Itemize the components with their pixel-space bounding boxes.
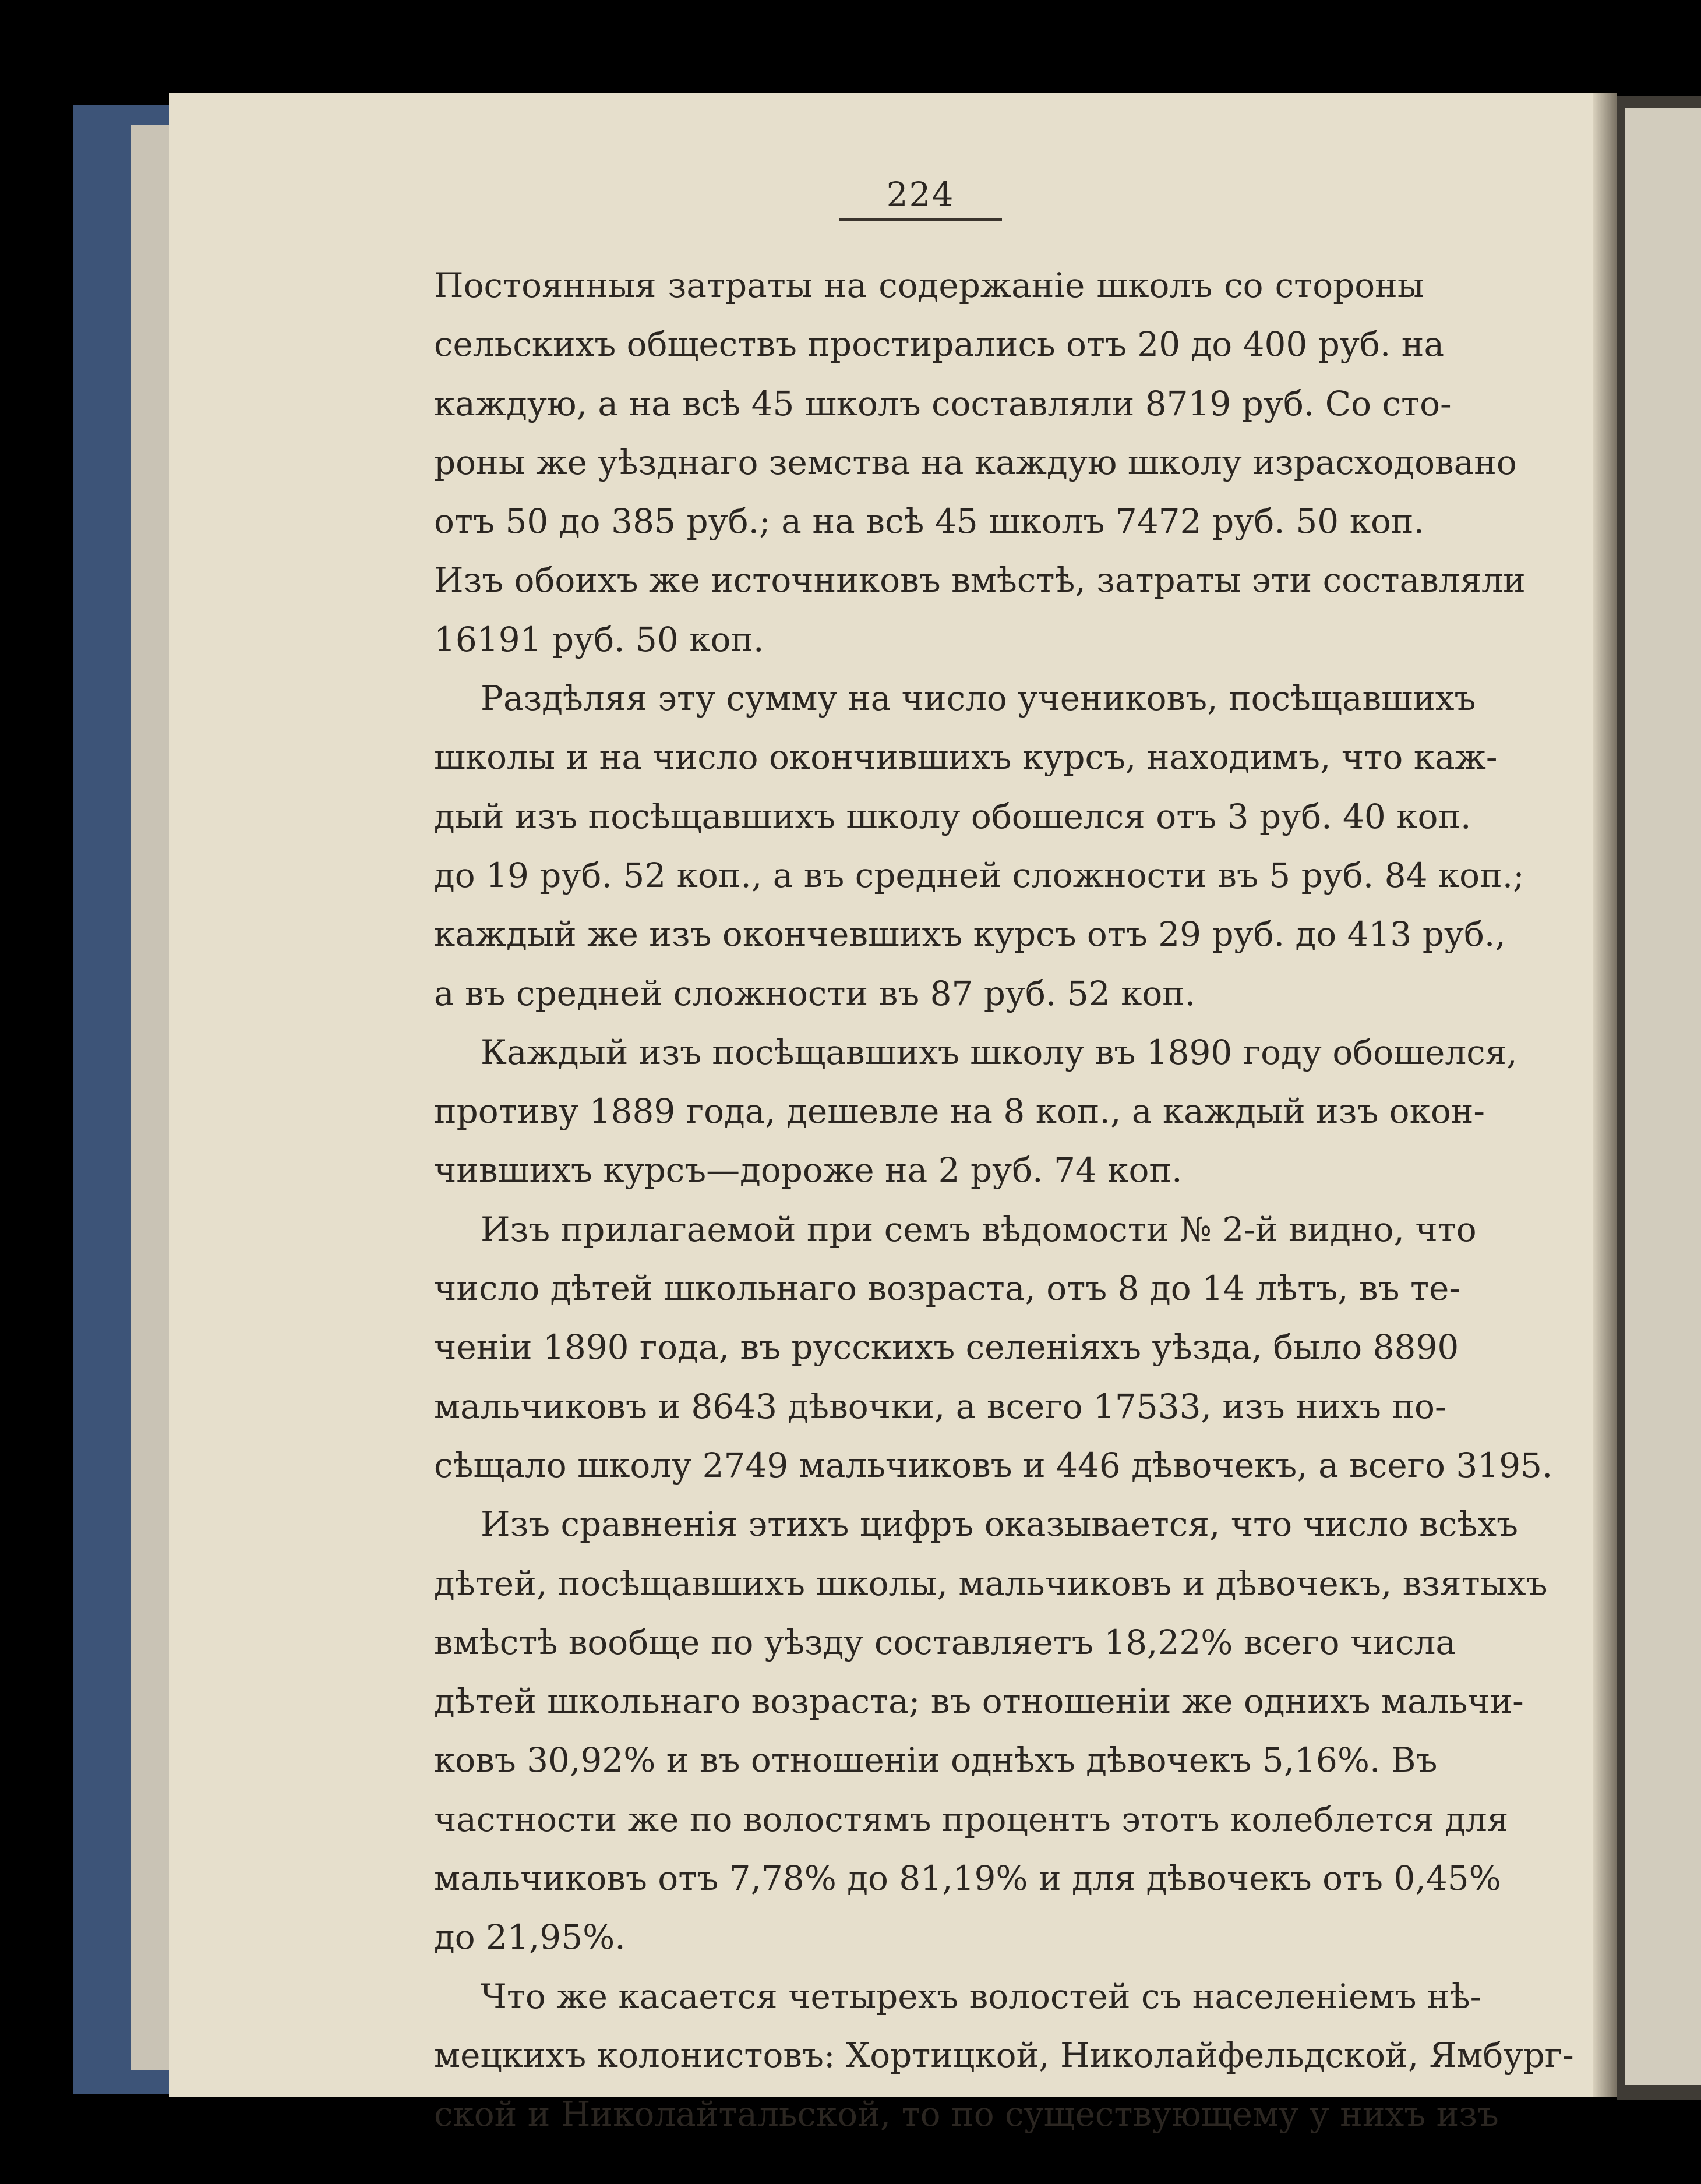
text-line: мецкихъ колонистовъ: Хортицкой, Николайфельдской, Ямбург- — [434, 2035, 1574, 2075]
text-line: сельскихъ обществъ простирались отъ 20 до 400 руб. на — [434, 324, 1445, 365]
page-gutter — [1593, 93, 1617, 2097]
text-line: роны же уѣзднаго земства на каждую школу израсходовано — [434, 442, 1517, 482]
text-line: до 21,95%. — [434, 1917, 626, 1957]
body-text — [434, 256, 1574, 2144]
text-line: каждый же изъ окончевшихъ курсъ отъ 29 руб. до 413 руб., — [434, 914, 1506, 955]
text-line: вмѣстѣ вообще по уѣзду составляетъ 18,22% всего числа — [434, 1622, 1456, 1662]
text-line: ченіи 1890 года, въ русскихъ селеніяхъ уѣзда, было 8890 — [434, 1327, 1459, 1367]
text-line: мальчиковъ отъ 7,78% до 81,19% и для дѣвочекъ отъ 0,45% — [434, 1858, 1501, 1899]
page-number-rule — [839, 218, 1002, 221]
text-line: Постоянныя затраты на содержаніе школъ со стороны — [434, 266, 1424, 305]
text-line: дый изъ посѣщавшихъ школу обошелся отъ 3 руб. 40 коп. — [434, 796, 1471, 836]
text-line: а въ средней сложности въ 87 руб. 52 коп. — [434, 973, 1196, 1013]
text-line: 16191 руб. 50 коп. — [434, 619, 764, 659]
text-line: ковъ 30,92% и въ отношеніи однѣхъ дѣвочекъ 5,16%. Въ — [434, 1740, 1438, 1780]
page-number: 224 — [886, 175, 955, 214]
text-line: мальчиковъ и 8643 дѣвочки, а всего 17533, изъ нихъ по- — [434, 1386, 1446, 1426]
text-line: Раздѣляя эту сумму на число учениковъ, посѣщавшихъ — [481, 678, 1476, 719]
text-line: дѣтей школьнаго возраста; въ отношеніи же однихъ мальчи- — [434, 1681, 1524, 1722]
text-line: чившихъ курсъ—дороже на 2 руб. 74 коп. — [434, 1150, 1183, 1190]
text-line: частности же по волостямъ процентъ этотъ колеблется для — [434, 1799, 1509, 1839]
text-line: Каждый изъ посѣщавшихъ школу въ 1890 году обошелся, — [481, 1032, 1518, 1072]
text-line: школы и на число окончившихъ курсъ, находимъ, что каж- — [434, 737, 1498, 778]
text-line: дѣтей, посѣщавшихъ школы, мальчиковъ и дѣвочекъ, взятыхъ — [434, 1563, 1548, 1603]
text-line: ской и Николайтальской, то по существующему у нихъ изъ — [434, 2094, 1499, 2134]
page-edge-right — [1625, 108, 1701, 2085]
text-line: сѣщало школу 2749 мальчиковъ и 446 дѣвочекъ, а всего 3195. — [434, 1445, 1553, 1485]
text-line: каждую, а на всѣ 45 школъ составляли 8719 руб. Со сто- — [434, 383, 1452, 423]
text-line: Изъ обоихъ же источниковъ вмѣстѣ, затраты эти составляли — [434, 560, 1526, 600]
text-line: Что же касается четырехъ волостей съ населеніемъ нѣ- — [481, 1976, 1482, 2016]
text-line: число дѣтей школьнаго возраста, отъ 8 до 14 лѣтъ, въ те- — [434, 1268, 1460, 1309]
text-line: Изъ прилагаемой при семъ вѣдомости № 2-й видно, что — [481, 1209, 1477, 1249]
text-line: противу 1889 года, дешевле на 8 коп., а каждый изъ окон- — [434, 1091, 1485, 1132]
text-line: до 19 руб. 52 коп., а въ средней сложности въ 5 руб. 84 коп.; — [434, 855, 1524, 895]
text-line: Изъ сравненія этихъ цифръ оказывается, что число всѣхъ — [481, 1504, 1519, 1545]
text-line: отъ 50 до 385 руб.; а на всѣ 45 школъ 7472 руб. 50 коп. — [434, 501, 1424, 542]
